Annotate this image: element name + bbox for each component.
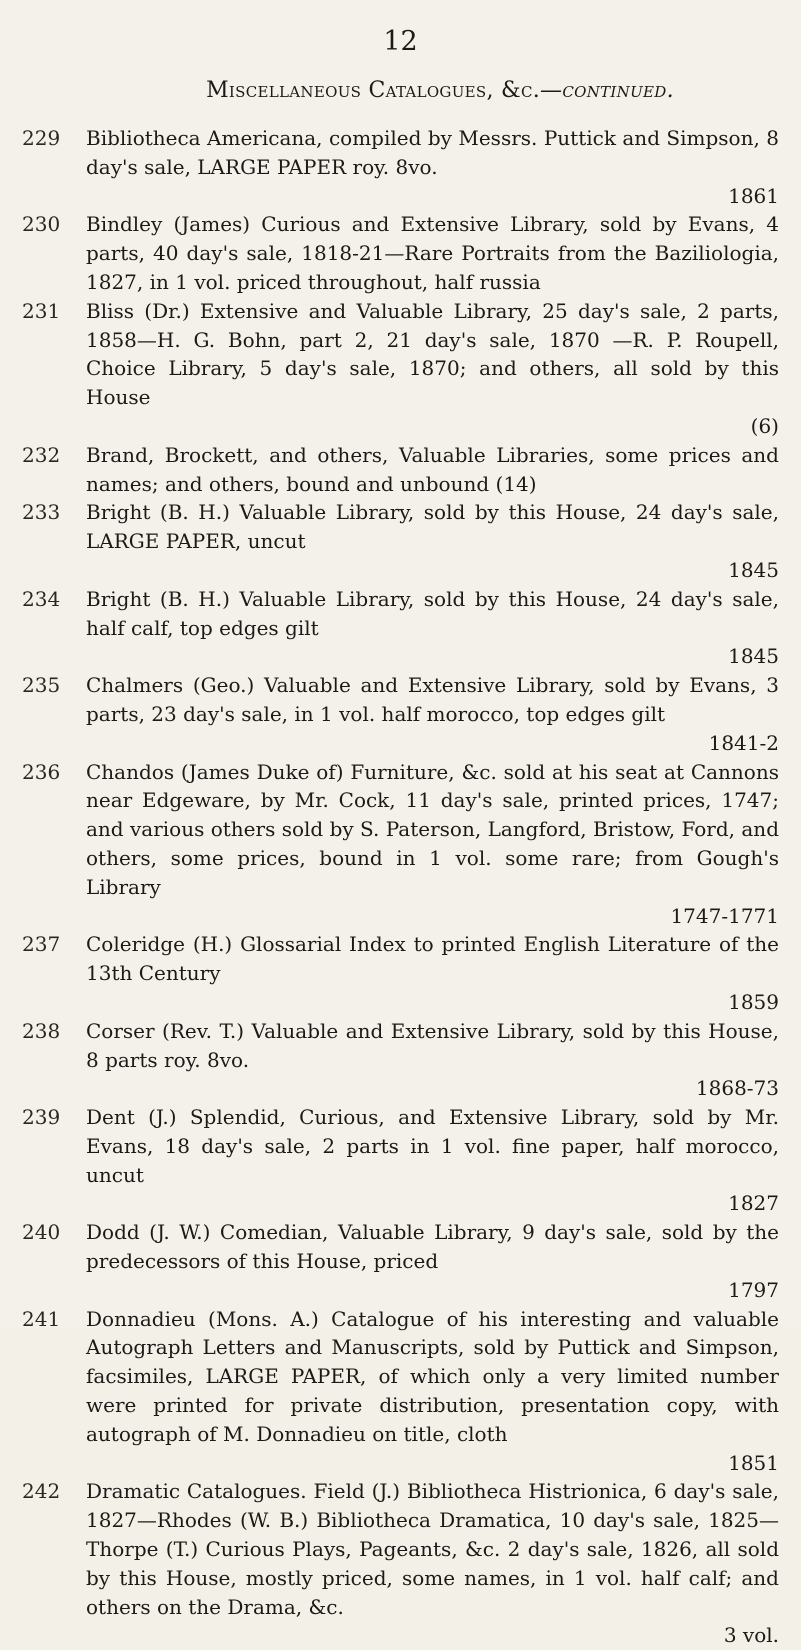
entry-text: Bright (B. H.) Valuable Library, sold by this House, 24 day's sale, half calf, top edges gilt [86,586,779,640]
entry-number: 240 [22,1220,61,1245]
catalogue-entry [0,1477,801,1650]
running-head-title: Miscellaneous Catalogues, &c. [206,78,541,103]
entry-number: 233 [22,500,61,525]
entry-date: 3 vol. [723,1623,779,1648]
entry-number: 232 [22,442,61,467]
entry-text: Chandos (James Duke of) Furniture, &c. sold at his seat at Cannons near Edgeware, by Mr. Cock, 11 day's sale, printed prices, 1747; and various others sold by S. Paterson, Langford, Bristow, Ford, and others, some prices, bound in 1 vol. some rare; from Gough's Library [86,759,779,899]
entry-date: 1868-73 [695,1076,779,1101]
entry-date: 1841-2 [708,730,779,755]
entry-number: 238 [22,1018,61,1043]
entry-date: 1851 [728,1450,779,1475]
running-head-continued: —continued. [540,78,674,103]
entry-text: Corser (Rev. T.) Valuable and Extensive Library, sold by this House, 8 parts roy. 8vo. [86,1018,779,1072]
entry-text: Bindley (James) Curious and Extensive Library, sold by Evans, 4 parts, 40 day's sale, 1818-21—Rare Portraits from the Baziliologia, 1827, in 1 vol. priced throughout, half russia [86,212,779,294]
entry-text: Bliss (Dr.) Extensive and Valuable Library, 25 day's sale, 2 parts, 1858—H. G. Bohn, part 2, 21 day's sale, 1870 —R. P. Roupell, Choice Library, 5 day's sale, 1870; and others, all sold by this House [86,298,779,410]
page-number: 12 [383,26,418,57]
running-head [100,78,780,103]
catalogue-entry [0,498,801,584]
catalogue-entry [0,585,801,671]
entry-date: 1845 [728,557,779,582]
catalogue-entry [0,210,801,296]
entry-date: 1845 [728,644,779,669]
entry-number: 235 [22,673,61,698]
entry-text: Chalmers (Geo.) Valuable and Extensive Library, sold by Evans, 3 parts, 23 day's sale, in 1 vol. half morocco, top edges gilt [86,673,779,726]
entry-text: Brand, Brockett, and others, Valuable Libraries, some prices and names; and others, bound and unbound (14) [86,442,779,496]
entry-number: 242 [22,1479,61,1504]
entry-number: 241 [22,1306,61,1331]
catalogue-entry [0,758,801,931]
catalogue-entry [0,1305,801,1478]
entry-number: 231 [22,298,61,323]
entry-text: Dent (J.) Splendid, Curious, and Extensive Library, sold by Mr. Evans, 18 day's sale, 2 parts in 1 vol. fine paper, half morocco, uncut [86,1105,779,1187]
catalogue-entry [0,441,801,499]
entry-text: Dramatic Catalogues. Field (J.) Bibliotheca Histrionica, 6 day's sale, 1827—Rhodes (W. B.) Bibliotheca Dramatica, 10 day's sale, 1825—Thorpe (T.) Curious Plays, Pageants, &c. 2 day's sale, 1826, all sold by this House, mostly priced, some names, in 1 vol. half calf; and others on the Drama, &c. [86,1479,779,1619]
entry-number: 236 [22,759,61,784]
entry-date: 1747-1771 [670,903,779,928]
entry-number: 229 [22,126,61,150]
catalogue-entry [0,1218,801,1304]
catalogue-entry [0,124,801,210]
entry-date: 1827 [728,1191,779,1216]
entry-date: 1861 [728,183,779,208]
catalogue-entry [0,297,801,441]
entry-date: 1797 [728,1277,779,1302]
entry-text: Bibliotheca Americana, compiled by Messrs. Puttick and Simpson, 8 day's sale, LARGE PAPER roy. 8vo. [86,126,779,179]
entry-number: 234 [22,586,61,611]
entry-number: 237 [22,932,61,957]
catalogue-entry [0,930,801,1016]
catalogue-entry [0,671,801,757]
entry-text: Coleridge (H.) Glossarial Index to printed English Literature of the 13th Century [86,932,779,986]
entry-date: 1859 [728,989,779,1014]
catalogue-entry [0,1017,801,1103]
entry-date: (6) [750,413,779,438]
entry-number: 230 [22,212,61,237]
entry-text: Dodd (J. W.) Comedian, Valuable Library, 9 day's sale, sold by the predecessors of this House, priced [86,1220,779,1274]
entry-number: 239 [22,1105,61,1130]
entry-text: Donnadieu (Mons. A.) Catalogue of his interesting and valuable Autograph Letters and Manuscripts, sold by Puttick and Simpson, facsimiles, LARGE PAPER, of which only a very limited number were printed for private distribution, presentation copy, with autograph of M. Donnadieu on title, cloth [86,1306,779,1446]
catalogue-entries [0,124,801,1650]
catalogue-entry [0,1103,801,1218]
entry-text: Bright (B. H.) Valuable Library, sold by this House, 24 day's sale, LARGE PAPER, uncut [86,500,779,554]
